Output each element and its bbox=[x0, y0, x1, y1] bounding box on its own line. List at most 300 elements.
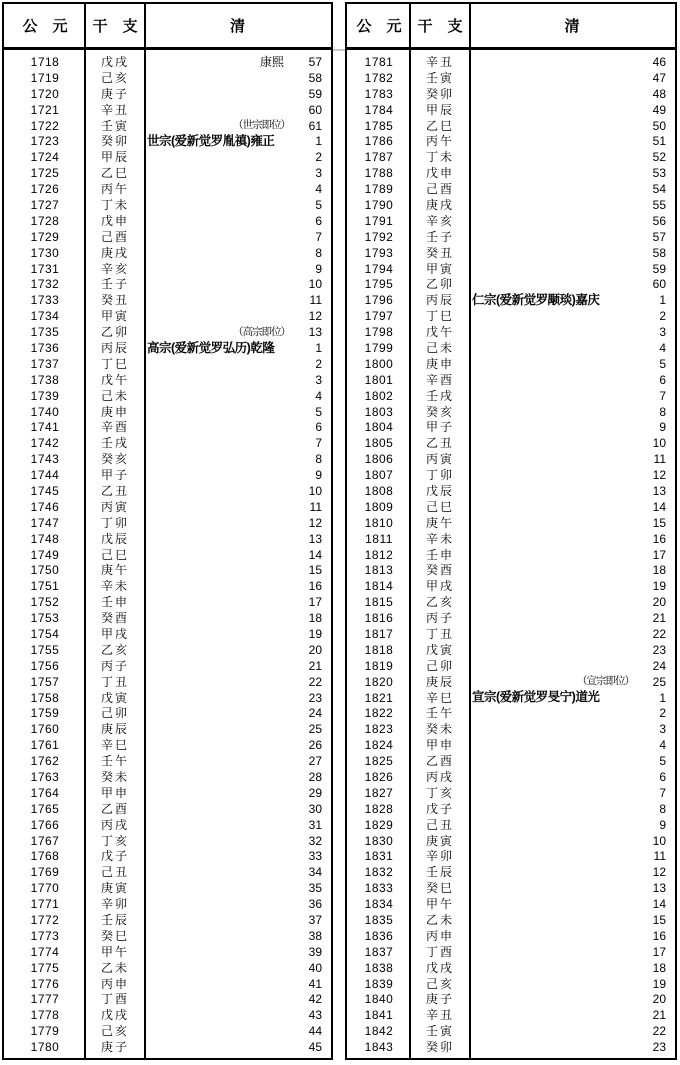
table-row bbox=[347, 86, 675, 102]
dynasty-cell bbox=[144, 676, 331, 688]
ganzhi-cell: 丙申 bbox=[100, 976, 129, 991]
table-row bbox=[347, 753, 675, 769]
dynasty-cell bbox=[469, 1025, 675, 1037]
dynasty-cell bbox=[469, 120, 675, 132]
table-row bbox=[347, 944, 675, 960]
era-year-number: 57 bbox=[308, 54, 322, 69]
table-row bbox=[4, 690, 331, 706]
dynasty-cell bbox=[144, 692, 331, 704]
table-row bbox=[4, 944, 331, 960]
era-year-number: 60 bbox=[652, 277, 666, 292]
dynasty-cell bbox=[469, 993, 675, 1005]
ganzhi-cell: 己卯 bbox=[425, 658, 454, 673]
dynasty-cell bbox=[469, 469, 675, 481]
era-year-number: 19 bbox=[308, 627, 322, 641]
ganzhi-cell: 辛丑 bbox=[425, 54, 454, 69]
dynasty-cell bbox=[469, 755, 675, 767]
year-cell: 1748 bbox=[30, 531, 60, 546]
year-cell: 1750 bbox=[30, 563, 60, 578]
year-cell: 1718 bbox=[30, 54, 60, 69]
era-year-number: 2 bbox=[659, 706, 666, 721]
era-year-number: 21 bbox=[652, 1008, 666, 1023]
year-cell: 1821 bbox=[364, 690, 394, 705]
table-row bbox=[347, 674, 675, 690]
dynasty-cell bbox=[469, 580, 675, 592]
ganzhi-cell: 庚申 bbox=[100, 404, 129, 419]
dynasty-cell bbox=[469, 866, 675, 878]
year-cell: 1788 bbox=[364, 166, 394, 181]
dynasty-cell bbox=[469, 914, 675, 926]
table-row bbox=[347, 531, 675, 547]
ganzhi-cell: 丙寅 bbox=[425, 452, 454, 467]
dynasty-cell bbox=[469, 406, 675, 418]
year-cell: 1729 bbox=[30, 229, 60, 244]
dynasty-cell bbox=[144, 755, 331, 767]
table-row bbox=[347, 372, 675, 388]
ganzhi-cell: 乙酉 bbox=[100, 801, 129, 816]
era-year-number: 51 bbox=[652, 134, 666, 149]
ganzhi-cell: 庚戌 bbox=[425, 197, 454, 212]
ganzhi-cell: 己亥 bbox=[100, 70, 129, 85]
right-table-body bbox=[347, 50, 675, 1058]
era-year-number: 14 bbox=[308, 547, 322, 562]
right-chronology-table bbox=[345, 2, 677, 1060]
dynasty-cell bbox=[144, 342, 331, 355]
era-year-number: 19 bbox=[652, 579, 666, 594]
ganzhi-cell: 丙子 bbox=[425, 611, 454, 626]
ganzhi-cell: 丙辰 bbox=[100, 340, 129, 355]
era-year-number: 44 bbox=[308, 1024, 322, 1039]
era-year-number: 20 bbox=[308, 642, 322, 657]
year-cell: 1736 bbox=[30, 340, 60, 355]
era-year-number: 52 bbox=[652, 150, 666, 165]
table-row bbox=[347, 261, 675, 277]
dynasty-cell bbox=[144, 993, 331, 1005]
era-year-number: 22 bbox=[652, 627, 666, 641]
ganzhi-cell: 壬寅 bbox=[425, 70, 454, 85]
ganzhi-cell: 己亥 bbox=[425, 976, 454, 991]
dynasty-cell bbox=[469, 1041, 675, 1053]
dynasty-cell bbox=[469, 310, 675, 322]
era-year-number: 47 bbox=[652, 70, 666, 85]
ganzhi-cell: 丙戌 bbox=[425, 770, 454, 785]
era-year-number: 2 bbox=[315, 356, 322, 371]
ganzhi-cell: 壬申 bbox=[100, 595, 129, 610]
year-cell: 1752 bbox=[30, 595, 60, 610]
year-cell: 1782 bbox=[364, 70, 394, 85]
table-row bbox=[347, 864, 675, 880]
dynasty-cell bbox=[469, 183, 675, 195]
table-row bbox=[4, 292, 331, 308]
year-cell: 1790 bbox=[364, 197, 394, 212]
table-row bbox=[4, 610, 331, 626]
dynasty-cell bbox=[144, 962, 331, 974]
year-cell: 1812 bbox=[364, 547, 394, 562]
dynasty-cell bbox=[144, 501, 331, 513]
era-year-number: 3 bbox=[659, 325, 666, 340]
dynasty-cell bbox=[144, 946, 331, 958]
year-cell: 1769 bbox=[30, 865, 60, 880]
dynasty-cell bbox=[469, 247, 675, 259]
ganzhi-cell: 乙卯 bbox=[100, 325, 129, 340]
table-row bbox=[347, 499, 675, 515]
year-cell: 1737 bbox=[30, 356, 60, 371]
era-year-number: 5 bbox=[315, 197, 322, 212]
table-row bbox=[4, 769, 331, 785]
dynasty-cell bbox=[469, 421, 675, 433]
dynasty-cell bbox=[469, 485, 675, 497]
table-row bbox=[347, 817, 675, 833]
era-year-number: 2 bbox=[315, 150, 322, 165]
year-cell: 1809 bbox=[364, 499, 394, 514]
table-row bbox=[4, 737, 331, 753]
dynasty-cell bbox=[144, 437, 331, 449]
year-cell: 1806 bbox=[364, 452, 394, 467]
era-year-number: 58 bbox=[652, 245, 666, 260]
table-row bbox=[347, 896, 675, 912]
ganzhi-cell: 甲寅 bbox=[100, 309, 129, 324]
dynasty-cell bbox=[469, 358, 675, 370]
dynasty-cell bbox=[469, 612, 675, 624]
table-row bbox=[347, 976, 675, 992]
table-row bbox=[4, 706, 331, 722]
era-year-number: 31 bbox=[308, 817, 322, 832]
year-cell: 1758 bbox=[30, 690, 60, 705]
table-row bbox=[347, 308, 675, 324]
dynasty-cell bbox=[469, 231, 675, 243]
table-row bbox=[347, 849, 675, 865]
table-row bbox=[347, 133, 675, 149]
dynasty-cell bbox=[144, 199, 331, 211]
year-cell: 1837 bbox=[364, 944, 394, 959]
ganzhi-cell: 壬子 bbox=[425, 229, 454, 244]
era-year-number: 15 bbox=[652, 515, 666, 530]
year-cell: 1834 bbox=[364, 897, 394, 912]
era-year-number: 8 bbox=[315, 245, 322, 260]
dynasty-cell bbox=[144, 310, 331, 322]
ganzhi-cell: 乙巳 bbox=[425, 118, 454, 133]
era-year-number: 48 bbox=[652, 86, 666, 101]
dynasty-cell bbox=[469, 1009, 675, 1021]
ganzhi-cell: 己未 bbox=[425, 340, 454, 355]
era-year-number: 3 bbox=[315, 372, 322, 387]
ganzhi-cell: 丙寅 bbox=[100, 499, 129, 514]
year-cell: 1794 bbox=[364, 261, 394, 276]
ganzhi-cell: 丙午 bbox=[100, 182, 129, 197]
year-cell: 1742 bbox=[30, 436, 60, 451]
header-dynasty-column: 清 bbox=[564, 18, 580, 35]
era-year-number: 59 bbox=[652, 261, 666, 276]
year-cell: 1808 bbox=[364, 483, 394, 498]
year-cell: 1801 bbox=[364, 372, 394, 387]
dynasty-cell bbox=[144, 660, 331, 672]
table-row bbox=[4, 721, 331, 737]
dynasty-cell bbox=[144, 88, 331, 100]
era-year-number: 7 bbox=[659, 785, 666, 800]
era-year-number: 16 bbox=[652, 531, 666, 546]
table-row bbox=[4, 515, 331, 531]
year-cell: 1823 bbox=[364, 722, 394, 737]
table-row bbox=[4, 626, 331, 642]
table-row bbox=[347, 292, 675, 308]
header-ganzhi-column: 干 支 bbox=[92, 18, 138, 35]
table-row bbox=[347, 276, 675, 292]
ganzhi-cell: 癸丑 bbox=[100, 293, 129, 308]
table-row bbox=[347, 642, 675, 658]
dynasty-cell bbox=[144, 707, 331, 719]
table-row bbox=[4, 801, 331, 817]
ganzhi-cell: 戊午 bbox=[425, 325, 454, 340]
era-start-label: 仁宗(爱新觉罗颙琰)嘉庆 bbox=[472, 293, 600, 308]
era-year-number: 4 bbox=[659, 340, 666, 355]
era-year-number: 60 bbox=[308, 102, 322, 117]
ganzhi-cell: 己卯 bbox=[100, 706, 129, 721]
header-ganzhi-column: 干 支 bbox=[417, 18, 463, 35]
year-cell: 1766 bbox=[30, 817, 60, 832]
year-cell: 1814 bbox=[364, 579, 394, 594]
ganzhi-cell: 丁未 bbox=[100, 197, 129, 212]
table-row bbox=[4, 1023, 331, 1039]
table-row bbox=[347, 324, 675, 340]
table-row bbox=[347, 515, 675, 531]
year-cell: 1734 bbox=[30, 309, 60, 324]
table-row bbox=[4, 388, 331, 404]
table-row bbox=[4, 404, 331, 420]
era-year-number: 6 bbox=[315, 420, 322, 435]
year-cell: 1743 bbox=[30, 452, 60, 467]
table-row bbox=[4, 547, 331, 563]
era-year-number: 6 bbox=[659, 770, 666, 785]
table-row bbox=[347, 197, 675, 213]
ganzhi-cell: 己酉 bbox=[100, 229, 129, 244]
era-year-number: 13 bbox=[308, 325, 322, 340]
era-start-label: 世宗(爱新觉罗胤禛)雍正 bbox=[147, 134, 275, 149]
ganzhi-cell: 乙卯 bbox=[425, 277, 454, 292]
era-year-number: 5 bbox=[659, 754, 666, 769]
table-row bbox=[347, 769, 675, 785]
year-cell: 1720 bbox=[30, 86, 60, 101]
year-cell: 1787 bbox=[364, 150, 394, 165]
year-cell: 1779 bbox=[30, 1024, 60, 1039]
table-row bbox=[4, 181, 331, 197]
ganzhi-cell: 乙未 bbox=[425, 913, 454, 928]
dynasty-cell bbox=[469, 374, 675, 386]
table-row bbox=[4, 467, 331, 483]
ganzhi-cell: 戊戌 bbox=[425, 960, 454, 975]
ganzhi-cell: 己亥 bbox=[100, 1024, 129, 1039]
year-cell: 1760 bbox=[30, 722, 60, 737]
ganzhi-cell: 丙申 bbox=[425, 928, 454, 943]
ganzhi-cell: 甲午 bbox=[425, 897, 454, 912]
dynasty-cell bbox=[144, 104, 331, 116]
dynasty-cell bbox=[144, 564, 331, 576]
dynasty-cell bbox=[469, 962, 675, 974]
era-year-number: 12 bbox=[308, 515, 322, 530]
era-year-number: 6 bbox=[315, 213, 322, 228]
year-cell: 1813 bbox=[364, 563, 394, 578]
year-cell: 1793 bbox=[364, 245, 394, 260]
ganzhi-cell: 丁巳 bbox=[425, 309, 454, 324]
table-row bbox=[4, 594, 331, 610]
ganzhi-cell: 壬戌 bbox=[425, 388, 454, 403]
year-cell: 1773 bbox=[30, 928, 60, 943]
ganzhi-cell: 丁丑 bbox=[425, 627, 454, 641]
dynasty-cell bbox=[469, 803, 675, 815]
ganzhi-cell: 丁丑 bbox=[100, 674, 129, 689]
era-year-number: 13 bbox=[652, 483, 666, 498]
era-year-number: 9 bbox=[659, 420, 666, 435]
ganzhi-cell: 癸卯 bbox=[425, 86, 454, 101]
era-year-number: 16 bbox=[308, 579, 322, 594]
dynasty-cell bbox=[469, 676, 675, 688]
ganzhi-cell: 乙亥 bbox=[100, 642, 129, 657]
year-cell: 1786 bbox=[364, 134, 394, 149]
ganzhi-cell: 丁亥 bbox=[425, 785, 454, 800]
era-year-number: 18 bbox=[652, 563, 666, 578]
year-cell: 1835 bbox=[364, 913, 394, 928]
ganzhi-cell: 庚寅 bbox=[425, 833, 454, 848]
dynasty-cell bbox=[469, 533, 675, 545]
dynasty-cell bbox=[144, 1041, 331, 1053]
dynasty-cell bbox=[469, 771, 675, 783]
ganzhi-cell: 丙午 bbox=[425, 134, 454, 149]
ganzhi-cell: 甲午 bbox=[100, 944, 129, 959]
dynasty-cell bbox=[144, 278, 331, 290]
era-year-number: 27 bbox=[308, 754, 322, 769]
era-year-number: 18 bbox=[308, 611, 322, 626]
year-cell: 1772 bbox=[30, 913, 60, 928]
table-row bbox=[347, 404, 675, 420]
table-row bbox=[347, 594, 675, 610]
dynasty-cell bbox=[469, 263, 675, 275]
era-year-number: 59 bbox=[308, 86, 322, 101]
dynasty-cell bbox=[144, 135, 331, 148]
year-cell: 1764 bbox=[30, 785, 60, 800]
year-cell: 1843 bbox=[364, 1040, 394, 1055]
dynasty-cell bbox=[144, 56, 331, 68]
year-cell: 1795 bbox=[364, 277, 394, 292]
year-cell: 1761 bbox=[30, 738, 60, 753]
era-year-number: 14 bbox=[652, 897, 666, 912]
era-year-number: 53 bbox=[652, 166, 666, 181]
accession-note: （宣宗即位） bbox=[577, 675, 634, 688]
dynasty-cell bbox=[144, 453, 331, 465]
dynasty-cell bbox=[144, 120, 331, 132]
dynasty-cell bbox=[144, 644, 331, 656]
table-row bbox=[4, 197, 331, 213]
ganzhi-cell: 辛酉 bbox=[425, 372, 454, 387]
ganzhi-cell: 乙酉 bbox=[425, 754, 454, 769]
table-row bbox=[4, 849, 331, 865]
year-cell: 1818 bbox=[364, 642, 394, 657]
year-cell: 1754 bbox=[30, 627, 60, 641]
dynasty-cell bbox=[469, 819, 675, 831]
dynasty-cell bbox=[144, 167, 331, 179]
table-row bbox=[4, 372, 331, 388]
dynasty-cell bbox=[469, 549, 675, 561]
ganzhi-cell: 癸未 bbox=[425, 722, 454, 737]
year-cell: 1791 bbox=[364, 213, 394, 228]
era-year-number: 9 bbox=[659, 817, 666, 832]
year-cell: 1841 bbox=[364, 1008, 394, 1023]
era-year-number: 38 bbox=[308, 928, 322, 943]
ganzhi-cell: 戊辰 bbox=[100, 531, 129, 546]
year-cell: 1832 bbox=[364, 865, 394, 880]
era-year-number: 6 bbox=[659, 372, 666, 387]
era-year-number: 40 bbox=[308, 960, 322, 975]
dynasty-cell bbox=[469, 739, 675, 751]
era-year-number: 9 bbox=[315, 468, 322, 483]
ganzhi-cell: 戊辰 bbox=[425, 483, 454, 498]
ganzhi-cell: 辛亥 bbox=[425, 213, 454, 228]
table-row bbox=[4, 563, 331, 579]
era-start-label: 高宗(爱新觉罗弘历)乾隆 bbox=[147, 340, 275, 355]
table-row bbox=[347, 960, 675, 976]
dynasty-cell bbox=[469, 660, 675, 672]
era-year-number: 43 bbox=[308, 1008, 322, 1023]
year-cell: 1728 bbox=[30, 213, 60, 228]
table-row bbox=[4, 308, 331, 324]
table-row bbox=[4, 229, 331, 245]
ganzhi-cell: 庚子 bbox=[425, 992, 454, 1007]
table-row bbox=[4, 976, 331, 992]
ganzhi-cell: 庚午 bbox=[425, 515, 454, 530]
ganzhi-cell: 庚子 bbox=[100, 86, 129, 101]
table-row bbox=[4, 531, 331, 547]
era-year-number: 19 bbox=[652, 976, 666, 991]
era-start-label: 宣宗(爱新觉罗旻宁)道光 bbox=[472, 690, 600, 705]
ganzhi-cell: 戊午 bbox=[100, 372, 129, 387]
dynasty-cell bbox=[469, 835, 675, 847]
ganzhi-cell: 己丑 bbox=[100, 865, 129, 880]
table-row bbox=[347, 149, 675, 165]
era-year-number: 21 bbox=[652, 611, 666, 626]
table-row bbox=[347, 483, 675, 499]
year-cell: 1807 bbox=[364, 468, 394, 483]
ganzhi-cell: 壬午 bbox=[100, 754, 129, 769]
table-row bbox=[347, 833, 675, 849]
table-row bbox=[4, 435, 331, 451]
era-year-number: 50 bbox=[652, 118, 666, 133]
ganzhi-cell: 丁卯 bbox=[100, 515, 129, 530]
dynasty-cell bbox=[469, 628, 675, 640]
dynasty-cell bbox=[469, 723, 675, 735]
ganzhi-cell: 甲戌 bbox=[100, 627, 129, 641]
year-cell: 1719 bbox=[30, 70, 60, 85]
dynasty-cell bbox=[144, 580, 331, 592]
dynasty-cell bbox=[144, 326, 331, 338]
year-cell: 1721 bbox=[30, 102, 60, 117]
era-year-number: 4 bbox=[315, 182, 322, 197]
ganzhi-cell: 己丑 bbox=[425, 817, 454, 832]
table-row bbox=[4, 133, 331, 149]
table-row bbox=[347, 563, 675, 579]
dynasty-cell bbox=[469, 199, 675, 211]
dynasty-cell bbox=[144, 882, 331, 894]
table-row bbox=[347, 721, 675, 737]
dynasty-cell bbox=[469, 167, 675, 179]
dynasty-cell bbox=[144, 819, 331, 831]
ganzhi-cell: 丁巳 bbox=[100, 356, 129, 371]
dynasty-cell bbox=[144, 628, 331, 640]
header-year-column: 公 元 bbox=[22, 18, 68, 35]
year-cell: 1763 bbox=[30, 770, 60, 785]
table-row bbox=[347, 229, 675, 245]
ganzhi-cell: 辛酉 bbox=[100, 420, 129, 435]
era-year-number: 12 bbox=[652, 865, 666, 880]
dynasty-cell bbox=[469, 437, 675, 449]
ganzhi-cell: 丁未 bbox=[425, 150, 454, 165]
